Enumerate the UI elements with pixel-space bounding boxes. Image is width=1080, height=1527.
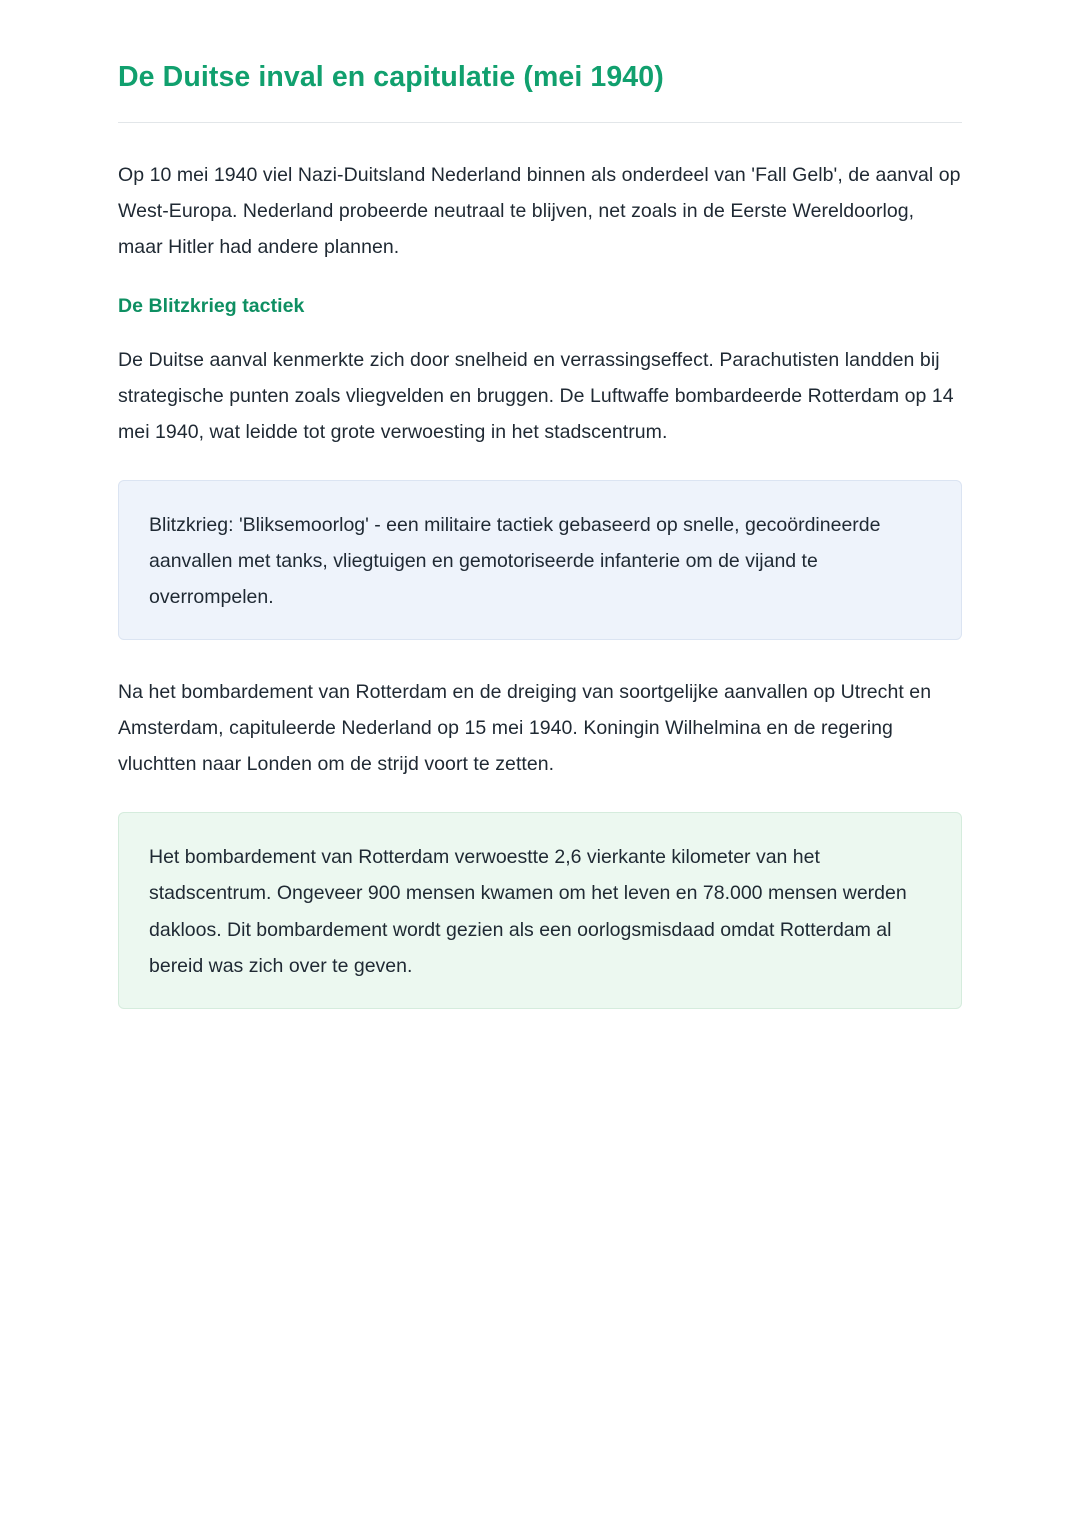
callout-fact-text: Het bombardement van Rotterdam verwoestte 2,6 vierkante kilometer van het stadscentrum. Ongeveer 900 mensen kwamen om het leven en 78.000 mensen werden dakloos. Dit bombardement wordt gezien als een oorlogsmisdaad omdat Rotterdam al bereid was zich over te geven. — [149, 846, 907, 977]
section-paragraph-2: Na het bombardement van Rotterdam en de dreiging van soortgelijke aanvallen op Utrecht en Amsterdam, capituleerde Nederland op 15 mei 1940. Koningin Wilhelmina en de regering vluchtten naar Londen om de strijd voort te zetten. — [118, 681, 932, 776]
callout-definition-text: Blitzkrieg: 'Bliksemoorlog' - een militaire tactiek gebaseerd op snelle, gecoördineerde aanvallen met tanks, vliegtuigen en gemotoriseerde infanterie om de vijand te overrompelen. — [149, 514, 881, 609]
title-divider — [118, 122, 962, 123]
section-paragraph-1: De Duitse aanval kenmerkte zich door snelheid en verrassingseffect. Parachutisten landden bij strategische punten zoals vliegvelden en bruggen. De Luftwaffe bombardeerde Rotterdam op 14 mei 1940, wat leidde tot grote verwoesting in het stadscentrum. — [118, 348, 954, 443]
intro-paragraph: Op 10 mei 1940 viel Nazi-Duitsland Nederland binnen als onderdeel van 'Fall Gelb', de aanval op West-Europa. Nederland probeerde neutraal te blijven, net zoals in de Eerste Wereldoorlog, maar Hitler had andere plannen. — [118, 163, 961, 258]
section-heading-blitzkrieg: De Blitzkrieg tactiek — [118, 294, 305, 317]
callout-definition — [118, 480, 962, 640]
callout-fact — [118, 812, 962, 1008]
page-title: De Duitse inval en capitulatie (mei 1940) — [118, 61, 664, 93]
